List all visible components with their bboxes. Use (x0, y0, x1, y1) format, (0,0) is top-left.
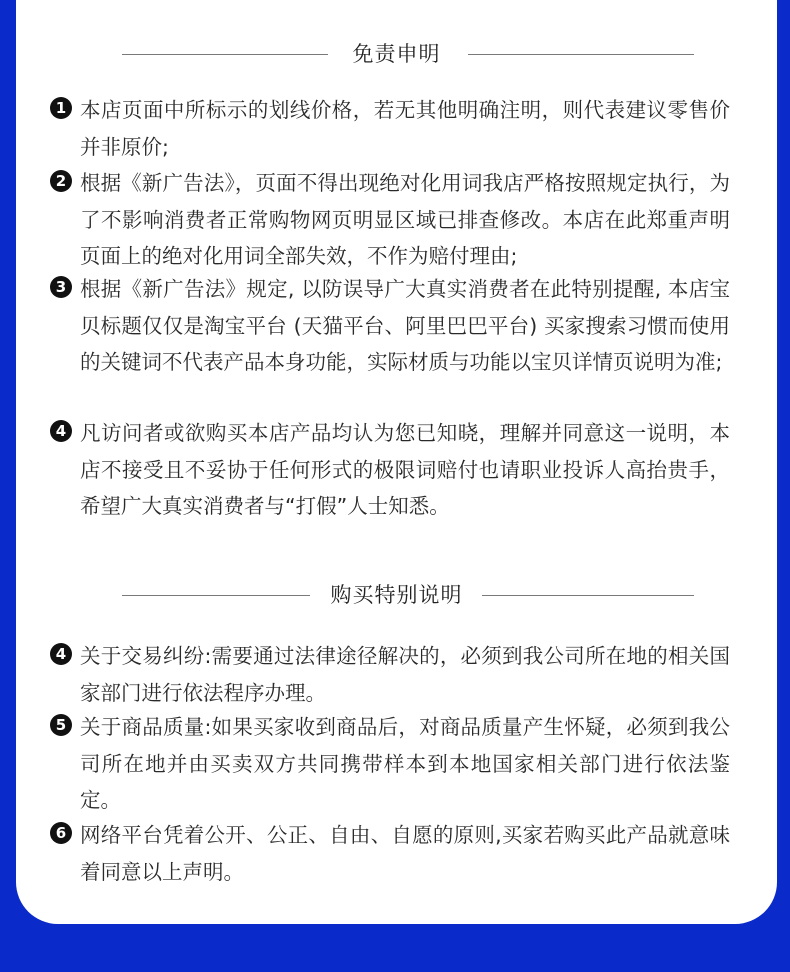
disclaimer-heading (16, 34, 777, 74)
number-badge: 3 (50, 276, 72, 298)
item-text: 网络平台凭着公开、公正、自由、自愿的原则,买家若购买此产品就意味着同意以上声明。 (80, 823, 730, 884)
number-badge: 4 (50, 643, 72, 665)
item-text: 本店页面中所标示的划线价格，若无其他明确注明，则代表建议零售价并非原价; (80, 98, 730, 159)
item-text: 根据《新广告法》，页面不得出现绝对化用词我店严格按照规定执行，为了不影响消费者正常购物网页明显区域已排查修改。本店在此郑重声明页面上的绝对化用词全部失效，不作为赔付理由; (80, 171, 730, 268)
number-badge: 5 (50, 714, 72, 736)
disclaimer-title: 免责申明 (352, 42, 441, 66)
item-text: 关于商品质量:如果买家收到商品后，对商品质量产生怀疑，必须到我公司所在地并由买卖双方共同携带样本到本地国家相关部门进行依法鉴定。 (80, 715, 730, 812)
number-badge: 1 (50, 97, 72, 119)
item-text: 凡访问者或欲购买本店产品均认为您已知晓，理解并同意这一说明，本店不接受且不妥协于任何形式的极限词赔付也请职业投诉人高抬贵手，希望广大真实消费者与“打假”人士知悉。 (80, 421, 730, 518)
item-text: 根据《新广告法》规定, 以防误导广大真实消费者在此特别提醒, 本店宝贝标题仅仅是淘宝平台 (天猫平台、阿里巴巴平台) 买家搜索习惯而使用的关键词不代表产品本身功能，实际材质与功能以宝贝详情页说明为准; (80, 277, 730, 374)
number-badge: 6 (50, 822, 72, 844)
number-badge: 4 (50, 420, 72, 442)
content-card (16, 0, 777, 924)
number-badge: 2 (50, 170, 72, 192)
purchase-heading (16, 575, 777, 615)
item-text: 关于交易纠纷:需要通过法律途径解决的，必须到我公司所在地的相关国家部门进行依法程序办理。 (80, 644, 730, 705)
purchase-title: 购买特别说明 (330, 583, 463, 607)
